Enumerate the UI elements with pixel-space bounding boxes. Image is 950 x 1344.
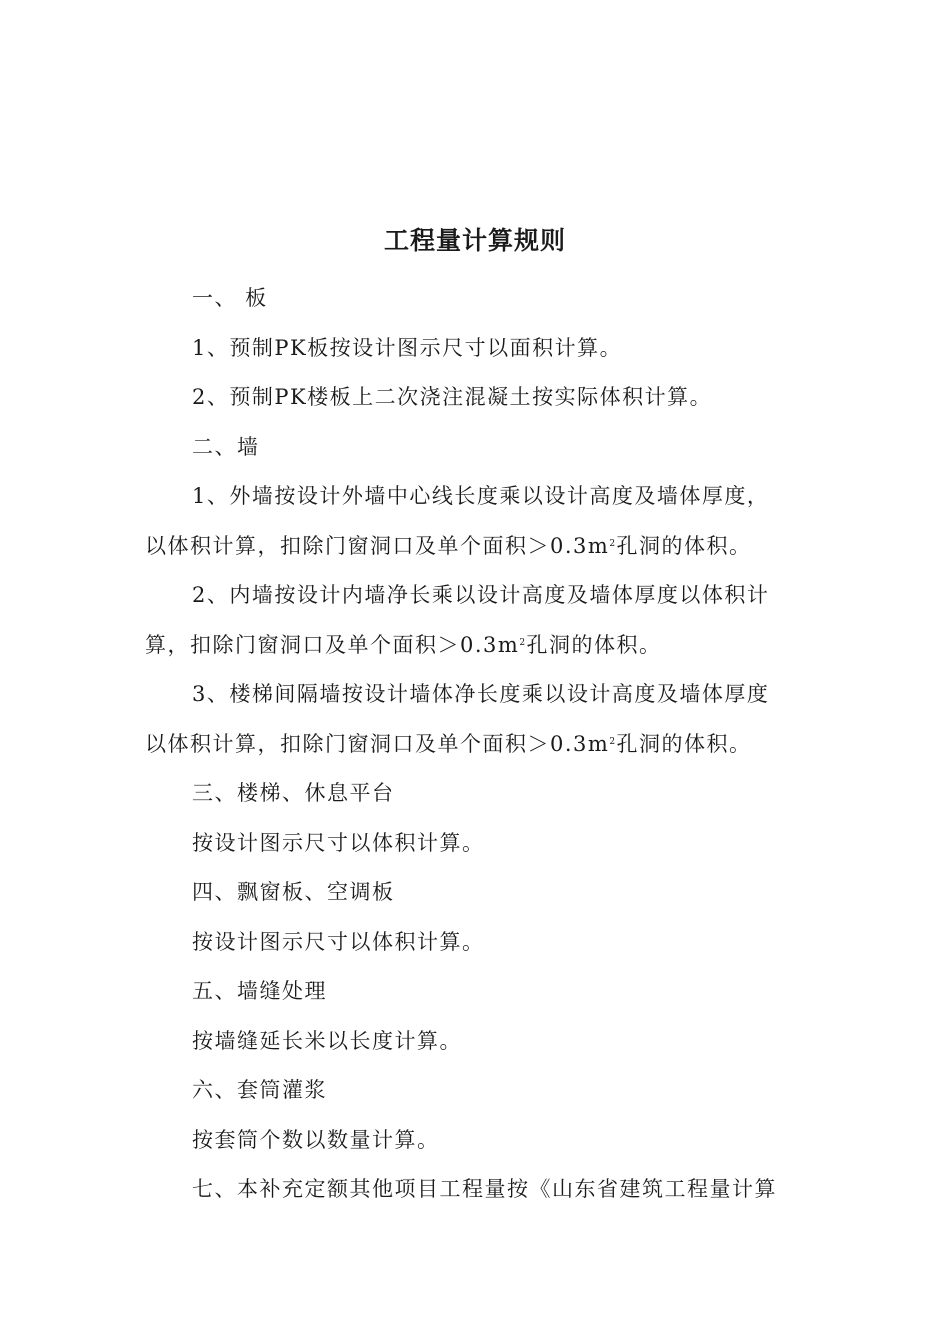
section-heading-stairs: 三、楼梯、休息平台 [192, 781, 395, 805]
section-heading-bay-window: 四、飘窗板、空调板 [192, 880, 395, 904]
text-segment: 以体积计算，扣除门窗洞口及单个面积＞0.3m [145, 533, 610, 558]
text-segment: 孔洞的体积。 [616, 731, 752, 756]
paragraph: 2、预制PK楼板上二次浇注混凝土按实际体积计算。 [192, 385, 713, 409]
superscript: 2 [609, 538, 617, 549]
section-heading-wall: 二、墙 [192, 434, 260, 459]
paragraph-continuation [145, 522, 810, 572]
section-heading-other: 七、本补充定额其他项目工程量按《山东省建筑工程量计算 [192, 1177, 777, 1201]
paragraph-continuation [145, 621, 810, 671]
paragraph: 1、外墙按设计外墙中心线长度乘以设计高度及墙体厚度， [192, 484, 770, 508]
superscript: 2 [519, 637, 527, 648]
paragraph: 3、楼梯间隔墙按设计墙体净长度乘以设计高度及墙体厚度 [192, 682, 770, 706]
text-segment: 以体积计算，扣除门窗洞口及单个面积＞0.3m [145, 731, 610, 756]
paragraph: 2、内墙按设计内墙净长乘以设计高度及墙体厚度以体积计 [192, 583, 770, 607]
paragraph: 按设计图示尺寸以体积计算。 [192, 830, 485, 855]
text-segment: 孔洞的体积。 [526, 632, 662, 657]
section-heading-joints: 五、墙缝处理 [192, 979, 327, 1003]
section-heading-grouting: 六、套筒灌浆 [192, 1078, 327, 1102]
superscript: 2 [609, 736, 617, 747]
paragraph: 按设计图示尺寸以体积计算。 [192, 929, 485, 954]
document-title: 工程量计算规则 [383, 226, 566, 255]
paragraph-continuation [145, 720, 810, 770]
paragraph: 按墙缝延长米以长度计算。 [192, 1028, 462, 1053]
paragraph: 按套筒个数以数量计算。 [192, 1127, 440, 1152]
document-body [145, 274, 810, 1215]
text-segment: 孔洞的体积。 [616, 533, 752, 558]
text-segment: 算，扣除门窗洞口及单个面积＞0.3m [145, 632, 520, 657]
paragraph: 1、预制PK板按设计图示尺寸以面积计算。 [192, 335, 623, 360]
section-heading-slab: 一、 板 [192, 286, 268, 310]
